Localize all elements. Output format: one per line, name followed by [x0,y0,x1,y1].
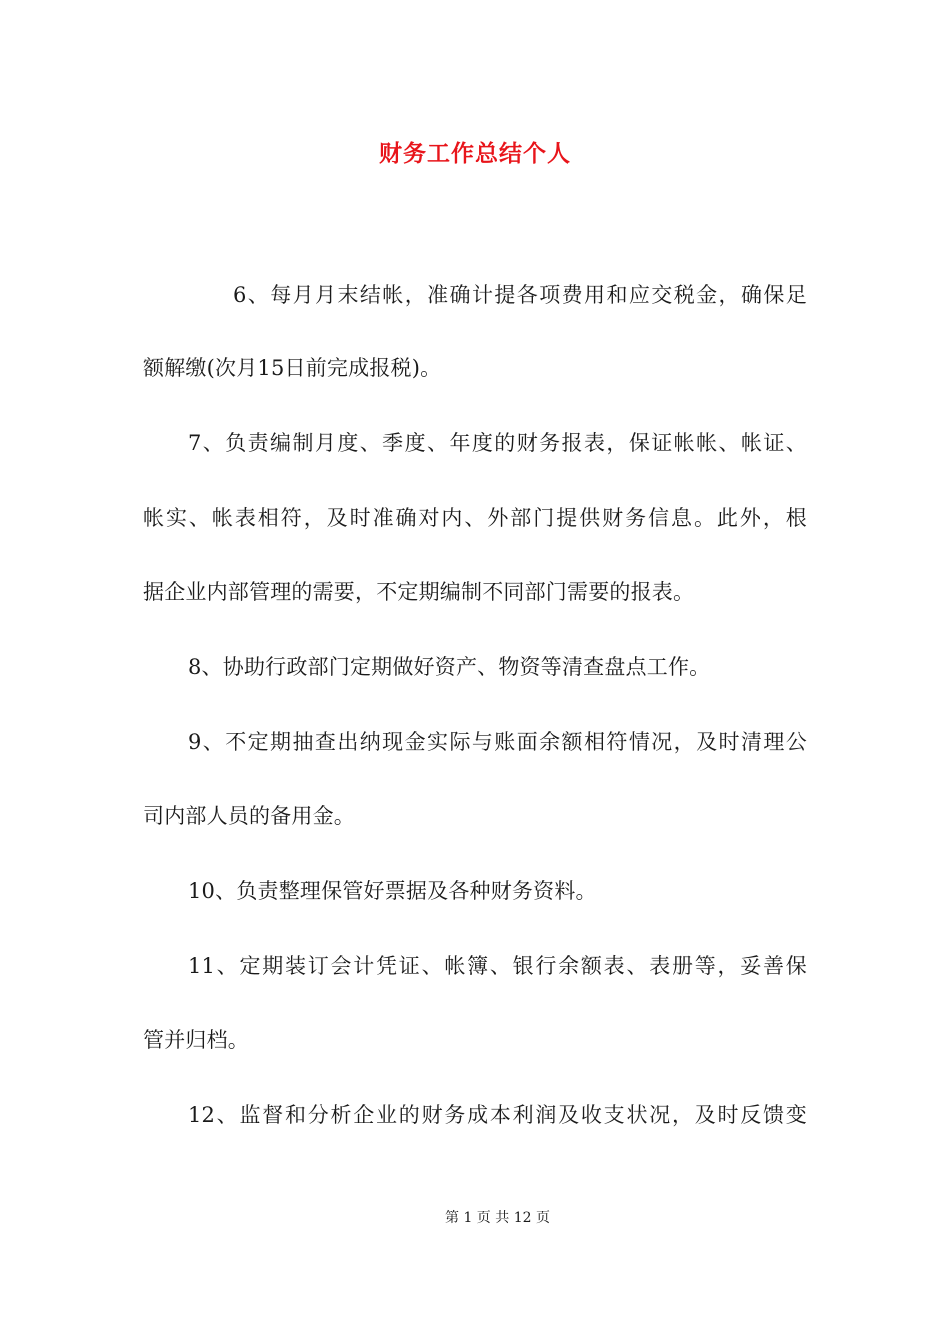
document-title: 财务工作总结个人 [379,141,571,167]
paragraph-line: 9、不定期抽查出纳现金实际与账面余额相符情况，及时清理公 [188,730,807,754]
paragraph-line: 额解缴(次月15日前完成报税)。 [143,356,442,380]
paragraph-line: 11、定期装订会计凭证、帐簿、银行余额表、表册等，妥善保 [188,954,807,978]
paragraph-line: 8、协助行政部门定期做好资产、物资等清查盘点工作。 [188,655,711,679]
paragraph-line: 10、负责整理保管好票据及各种财务资料。 [188,879,597,903]
paragraph-line: 7、负责编制月度、季度、年度的财务报表，保证帐帐、帐证、 [188,431,807,455]
paragraph-line: 12、监督和分析企业的财务成本利润及收支状况，及时反馈变 [188,1103,807,1127]
page-number-footer: 第 1 页 共 12 页 [445,1210,550,1226]
paragraph-line: 帐实、帐表相符，及时准确对内、外部门提供财务信息。此外，根 [143,506,807,530]
paragraph-line: 6、每月月末结帐，准确计提各项费用和应交税金，确保足 [233,283,807,307]
paragraph-line: 据企业内部管理的需要，不定期编制不同部门需要的报表。 [143,580,695,604]
paragraph-line: 司内部人员的备用金。 [143,804,355,828]
paragraph-line: 管并归档。 [143,1028,249,1052]
